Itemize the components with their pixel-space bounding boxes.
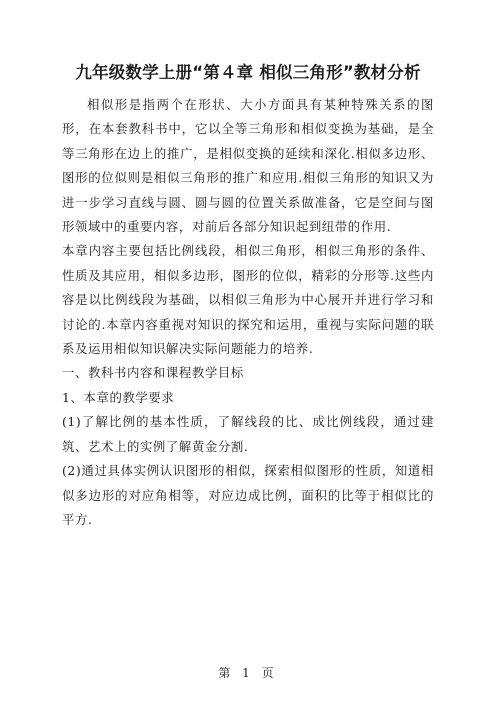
requirement-item-2: (2)通过具体实例认识图形的相似，探索相似图形的性质，知道相似多边形的对应角相等，对应边成比例，面积的比等于相似比的平方. [62, 463, 434, 527]
section-heading: 一、教科书内容和课程教学目标 [62, 365, 244, 381]
paragraph-intro: 相似形是指两个在形状、大小方面具有某种特殊关系的图形，在本套教科书中，它以全等三角形和相似变换为基础，是全等三角形在边上的推广，是相似变换的延续和深化.相似多边形、图形的位似则是相似三角形的推广和应用.相似三角形的知识又为进一步学习直线与圆、圆与圆的位置关系做准备，它是空间与图形领域中的重要内容，对前后各部分知识起到纽带的作用. [62, 97, 434, 235]
subsection-heading: 1、本章的教学要求 [62, 389, 175, 405]
document-title: 九年级数学上册“第４章 相似三角形”教材分析 [75, 63, 421, 82]
document-page [62, 60, 434, 532]
paragraph-content: 本章内容主要包括比例线段，相似三角形，相似三角形的条件、性质及其应用，相似多边形，图形的位似，精彩的分形等.这些内容是以比例线段为基础，以相似三角形为中心展开并进行学习和讨论的.本章内容重视对知识的探究和运用，重视与实际问题的联系及运用相似知识解决实际问题能力的培养. [62, 243, 434, 357]
requirement-item-1: (1)了解比例的基本性质，了解线段的比、成比例线段，通过建筑、艺术上的实例了解黄金分割. [62, 414, 434, 454]
page-number: 第 1 页 [218, 666, 278, 680]
